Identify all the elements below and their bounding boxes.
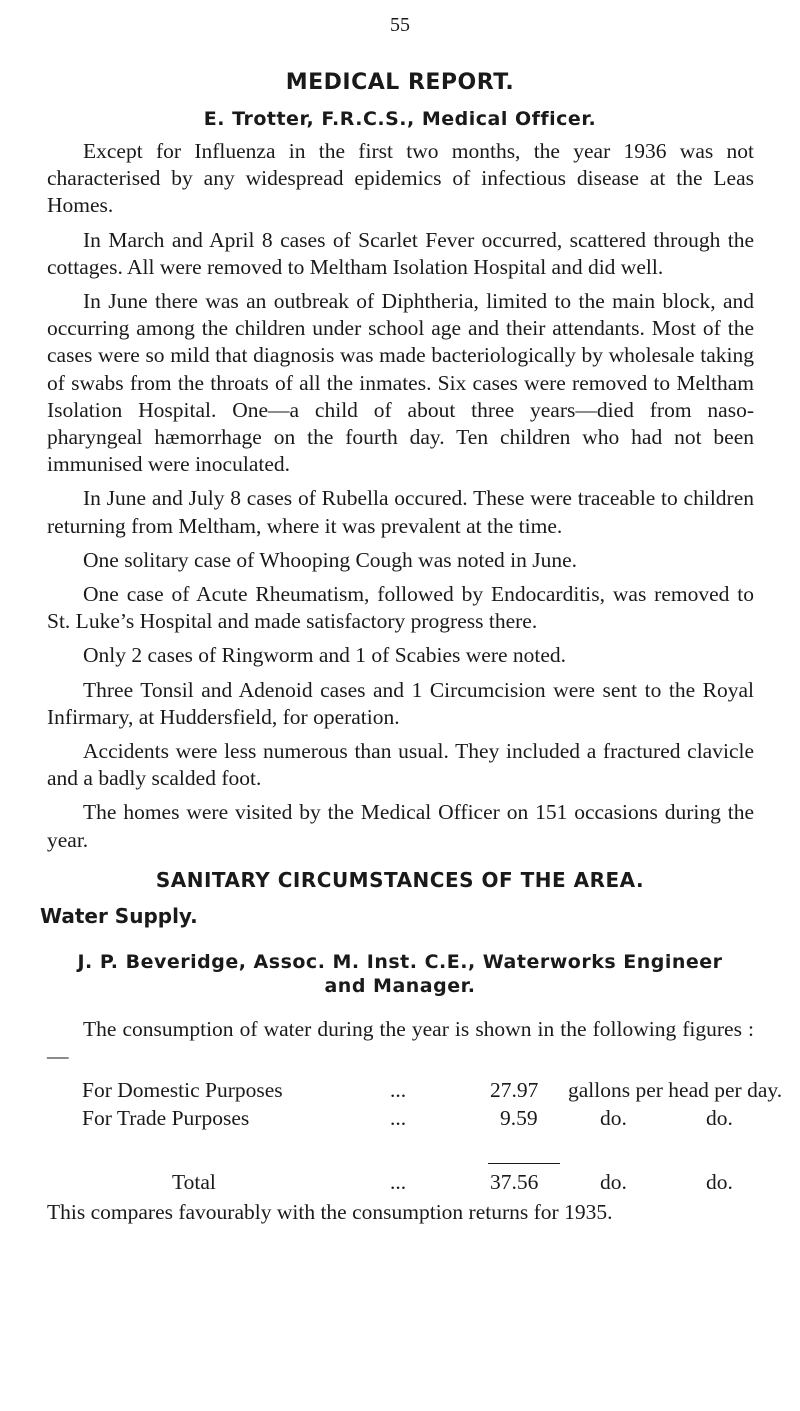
medical-report-body bbox=[47, 138, 754, 861]
engineer-line-2: and Manager. bbox=[324, 975, 476, 997]
total-rule bbox=[488, 1163, 560, 1164]
engineer-line-1: J. P. Beveridge, Assoc. M. Inst. C.E., Waterworks Engineer bbox=[77, 951, 723, 973]
engineer-credit bbox=[60, 950, 740, 998]
paragraph: Accidents were less numerous than usual. They included a fractured clavicle and a badly scalded foot. bbox=[47, 739, 754, 791]
medical-officer-line: E. Trotter, F.R.C.S., Medical Officer. bbox=[203, 108, 597, 130]
trade-unit-2: do. bbox=[706, 1106, 733, 1130]
paragraph: In June there was an outbreak of Diphtheria, limited to the main block, and occurring among the children under school age and their attendants. Most of the cases were so mild that diagnosis was made bacteriologically by wholesale taking of swabs from the throats of all the inmates. Six cases were removed to Meltham Isolation Hospital. One—a child of about three years—died from naso-pharyngeal hæmorrhage on the fourth day. Ten children who had not been immunised were inoculated. bbox=[47, 289, 754, 477]
total-value: 37.56 bbox=[490, 1170, 539, 1194]
consumption-intro bbox=[47, 1016, 754, 1070]
trade-label: For Trade Purposes bbox=[82, 1106, 250, 1130]
paragraph: One solitary case of Whooping Cough was noted in June. bbox=[83, 547, 578, 572]
paragraph: The consumption of water during the year is shown in the following figures :— bbox=[47, 1017, 754, 1069]
paragraph: In March and April 8 cases of Scarlet Fever occurred, scattered through the cottages. All were removed to Meltham Isolation Hospital and did well. bbox=[47, 227, 754, 279]
paragraph: Only 2 cases of Ringworm and 1 of Scabies were noted. bbox=[83, 643, 567, 668]
paragraph: Except for Influenza in the first two months, the year 1936 was not characterised by any widespread epidemics of infectious disease at the Leas Homes. bbox=[47, 139, 754, 218]
total-dots: ... bbox=[390, 1170, 407, 1194]
total-label: Total bbox=[172, 1170, 216, 1194]
medical-report-heading: MEDICAL REPORT. bbox=[285, 70, 515, 95]
domestic-value: 27.97 bbox=[490, 1078, 539, 1102]
trade-unit-1: do. bbox=[600, 1106, 627, 1130]
domestic-dots: ... bbox=[390, 1078, 407, 1102]
water-supply-heading: Water Supply. bbox=[40, 904, 198, 928]
trade-dots: ... bbox=[390, 1106, 407, 1130]
paragraph: One case of Acute Rheumatism, followed by Endocarditis, was removed to St. Luke’s Hospital and made satisfactory progress there. bbox=[47, 582, 754, 634]
page-number: 55 bbox=[390, 14, 410, 36]
total-unit-2: do. bbox=[706, 1170, 733, 1194]
total-unit-1: do. bbox=[600, 1170, 627, 1194]
domestic-unit: gallons per head per day. bbox=[568, 1078, 783, 1102]
trade-value: 9.59 bbox=[500, 1106, 538, 1130]
paragraph: Three Tonsil and Adenoid cases and 1 Circumcision were sent to the Royal Infirmary, at Huddersfield, for operation. bbox=[47, 677, 754, 729]
paragraph: The homes were visited by the Medical Officer on 151 occasions during the year. bbox=[47, 800, 754, 852]
paragraph: In June and July 8 cases of Rubella occured. These were traceable to children returning from Meltham, where it was prevalent at the time. bbox=[47, 486, 754, 538]
sanitary-circumstances-heading: SANITARY CIRCUMSTANCES OF THE AREA. bbox=[155, 868, 645, 892]
domestic-label: For Domestic Purposes bbox=[82, 1078, 283, 1102]
closing-sentence: This compares favourably with the consumption returns for 1935. bbox=[47, 1200, 613, 1224]
